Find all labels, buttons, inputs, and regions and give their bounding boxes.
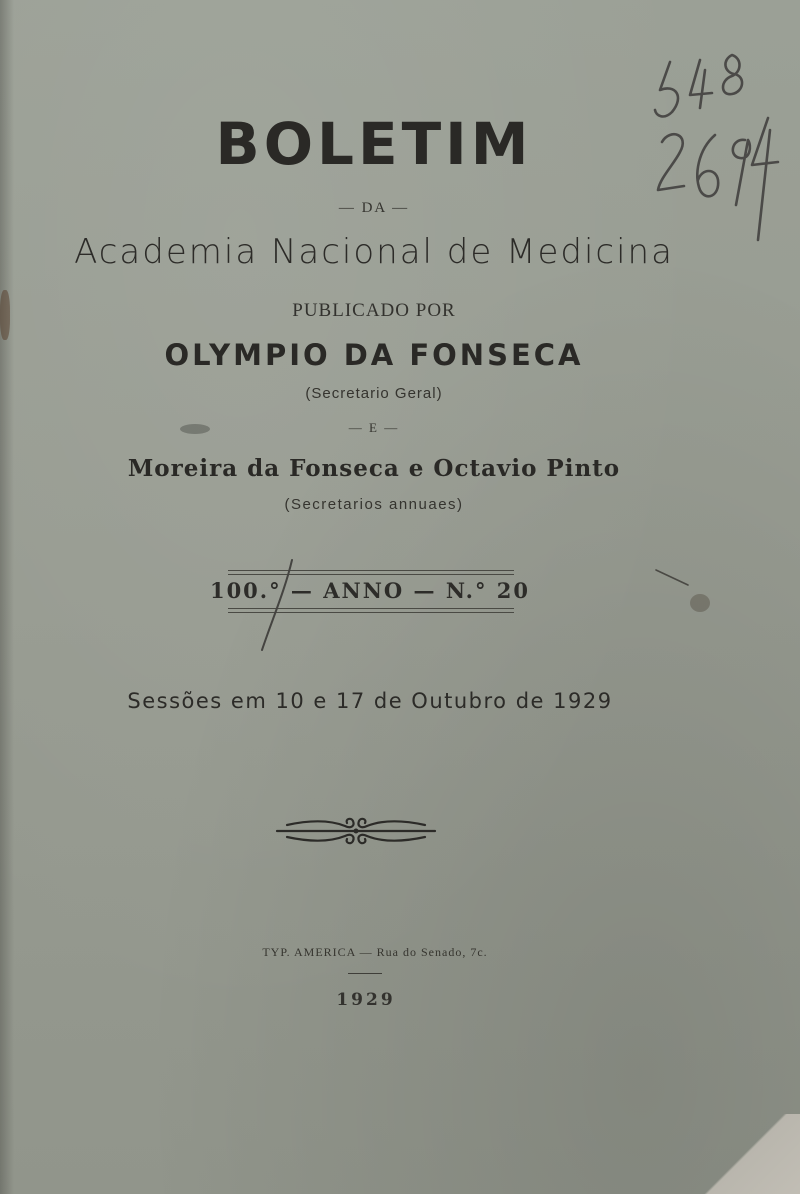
printer-rule <box>348 973 382 974</box>
handwriting-number-548 <box>655 62 678 116</box>
publication-year: 1929 <box>336 990 396 1010</box>
issue-number: 100.° — ANNO — N.° 20 <box>209 578 531 603</box>
worn-page-corner <box>640 1114 800 1194</box>
sessions-line: Sessões em 10 e 17 de Outubro de 1929 <box>127 689 613 713</box>
issue-top-rule-2 <box>228 574 514 575</box>
editor-name: OLYMPIO DA FONSECA <box>164 338 584 372</box>
da-separator: — DA — <box>338 200 410 216</box>
institution-name: Academia Nacional de Medicina <box>74 232 674 272</box>
and-separator: — E — <box>348 420 400 435</box>
issue-top-rule <box>228 570 514 571</box>
edge-stain <box>0 290 10 340</box>
issue-bottom-rule-2 <box>228 612 514 613</box>
secretaries-names: Moreira da Fonseca e Octavio Pinto <box>127 455 621 482</box>
secretaries-role: (Secretarios annuaes) <box>284 496 464 513</box>
ink-blot <box>180 424 210 434</box>
scroll-ornament-icon <box>275 812 437 850</box>
issue-bottom-rule <box>228 608 514 609</box>
published-by-label: PUBLICADO POR <box>292 300 456 321</box>
cover-title: BOLETIM <box>215 110 533 178</box>
editor-role: (Secretario Geral) <box>305 385 443 402</box>
ink-stain <box>690 594 710 612</box>
printer-line: TYP. AMERICA — Rua do Senado, 7c. <box>262 945 488 959</box>
